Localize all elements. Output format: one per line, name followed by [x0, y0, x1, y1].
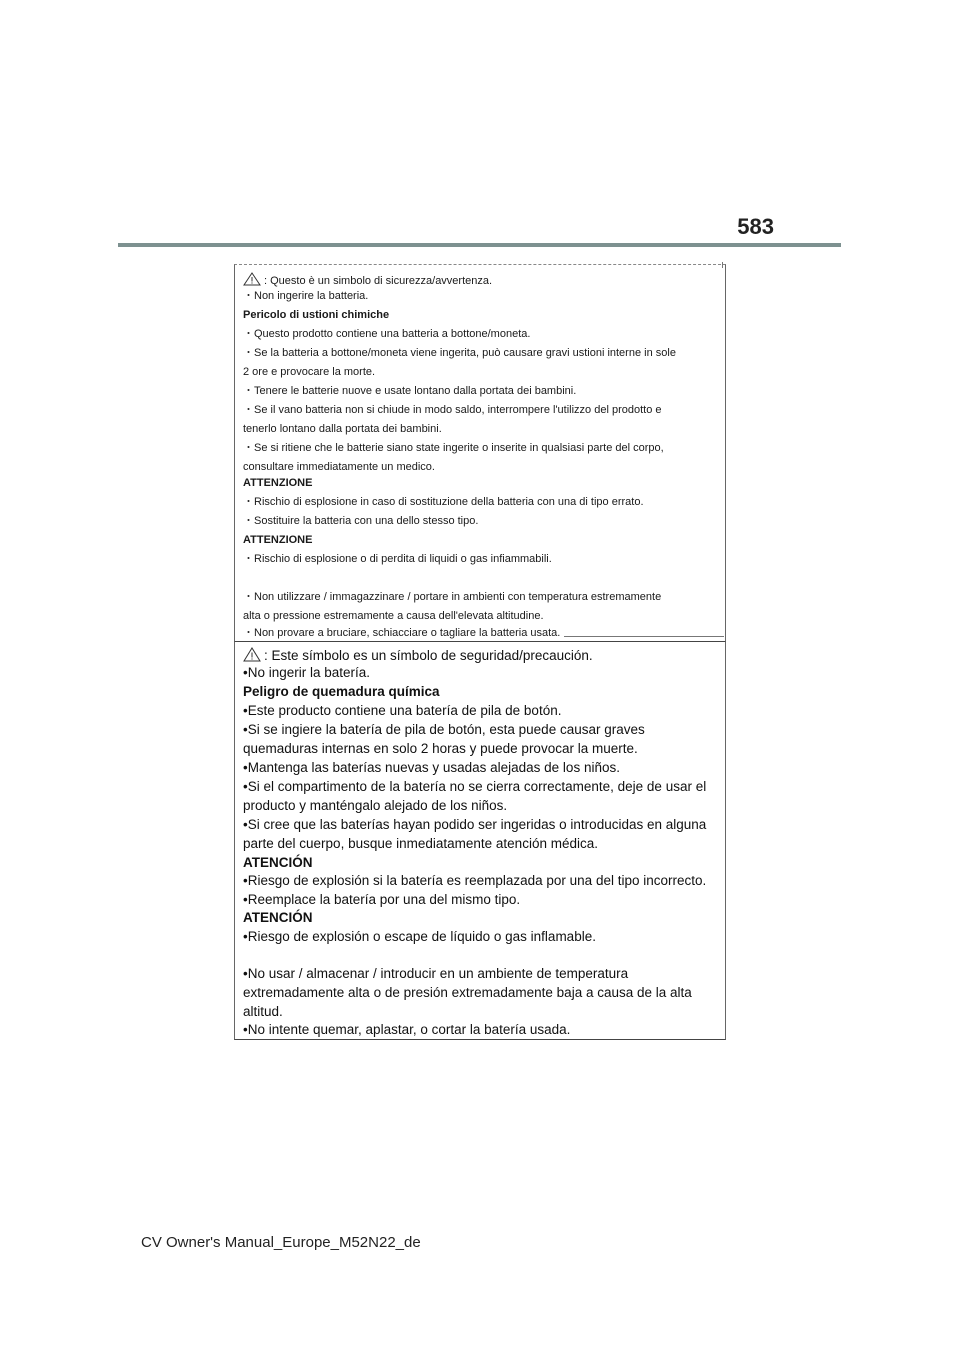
spanish-line: •Mantenga las baterías nuevas y usadas alejadas de los niños. [243, 760, 620, 775]
italian-line: ・Se il vano batteria non si chiude in modo saldo, interrompere l'utilizzo del prodotto e [243, 404, 662, 416]
spanish-line: •No usar / almacenar / introducir en un ambiente de temperatura [243, 966, 629, 981]
spanish-heading: ATENCIÓN [243, 855, 313, 870]
spanish-line: •Riesgo de explosión si la batería es reemplazada por una del tipo incorrecto. [243, 873, 707, 888]
italian-line: ・Rischio di esplosione o di perdita di liquidi o gas infiammabili. [243, 553, 552, 565]
italian-heading: Pericolo di ustioni chimiche [243, 309, 390, 321]
spanish-line: •Si se ingiere la batería de pila de botón, esta puede causar graves [243, 722, 645, 737]
spanish-line: altitud. [243, 1004, 283, 1019]
italian-line: ・Sostituire la batteria con una dello stesso tipo. [243, 515, 479, 527]
spanish-line: •Si cree que las baterías hayan podido ser ingeridas o introducidas en alguna [243, 817, 707, 832]
spanish-line: producto y manténgalo alejado de los niños. [243, 798, 508, 813]
italian-line: ・Rischio di esplosione in caso di sostituzione della batteria con una di tipo errato. [243, 496, 644, 508]
page-number: 583 [737, 214, 774, 239]
italian-line: ・Se la batteria a bottone/moneta viene ingerita, può causare gravi ustioni interne in sole [243, 347, 676, 359]
italian-line: alta o pressione estremamente a causa dell'elevata altitudine. [243, 610, 544, 622]
box-corner-mark [722, 262, 727, 268]
italian-line: ・Questo prodotto contiene una batteria a bottone/moneta. [243, 328, 531, 340]
spanish-line: extremadamente alta o de presión extremadamente baja a causa de la alta [243, 985, 692, 1000]
box-separator [564, 636, 724, 637]
spanish-line-symbol: : Este símbolo es un símbolo de seguridad/precaución. [243, 647, 593, 665]
italian-line: ・Tenere le batterie nuove e usate lontano dalla portata dei bambini. [243, 385, 577, 397]
italian-line-symbol: : Questo è un simbolo di sicurezza/avvertenza. [243, 272, 492, 289]
spanish-line: •Riesgo de explosión o escape de líquido o gas inflamable. [243, 929, 596, 944]
spanish-heading: Peligro de quemadura química [243, 684, 440, 699]
spanish-line: •Reemplace la batería por una del mismo tipo. [243, 892, 521, 907]
warning-triangle-icon [243, 647, 261, 665]
italian-line: consultare immediatamente un medico. [243, 461, 435, 473]
italian-heading: ATTENZIONE [243, 534, 313, 546]
italian-line: ・Non provare a bruciare, schiacciare o tagliare la batteria usata. [243, 627, 561, 639]
header-rule [118, 243, 841, 247]
spanish-line: •Si el compartimento de la batería no se cierra correctamente, deje de usar el [243, 779, 707, 794]
italian-line: ・Non ingerire la batteria. [243, 290, 369, 302]
spanish-line: •Este producto contiene una batería de pila de botón. [243, 703, 562, 718]
footer-manual-id: CV Owner's Manual_Europe_M52N22_de [141, 1234, 421, 1251]
spanish-line: quemaduras internas en solo 2 horas y puede provocar la muerte. [243, 741, 638, 756]
italian-line: ・Non utilizzare / immagazzinare / portare in ambienti con temperatura estremamente [243, 591, 662, 603]
spanish-line: •No intente quemar, aplastar, o cortar la batería usada. [243, 1022, 571, 1037]
italian-line: ・Se si ritiene che le batterie siano state ingerite o inserite in qualsiasi parte del corpo, [243, 442, 664, 454]
italian-line: tenerlo lontano dalla portata dei bambini. [243, 423, 442, 435]
spanish-line: parte del cuerpo, busque inmediatamente atención médica. [243, 836, 598, 851]
spanish-line: •No ingerir la batería. [243, 665, 371, 680]
italian-line: 2 ore e provocare la morte. [243, 366, 376, 378]
spanish-heading: ATENCIÓN [243, 910, 313, 925]
italian-heading: ATTENZIONE [243, 477, 313, 489]
warning-triangle-icon [243, 272, 261, 289]
